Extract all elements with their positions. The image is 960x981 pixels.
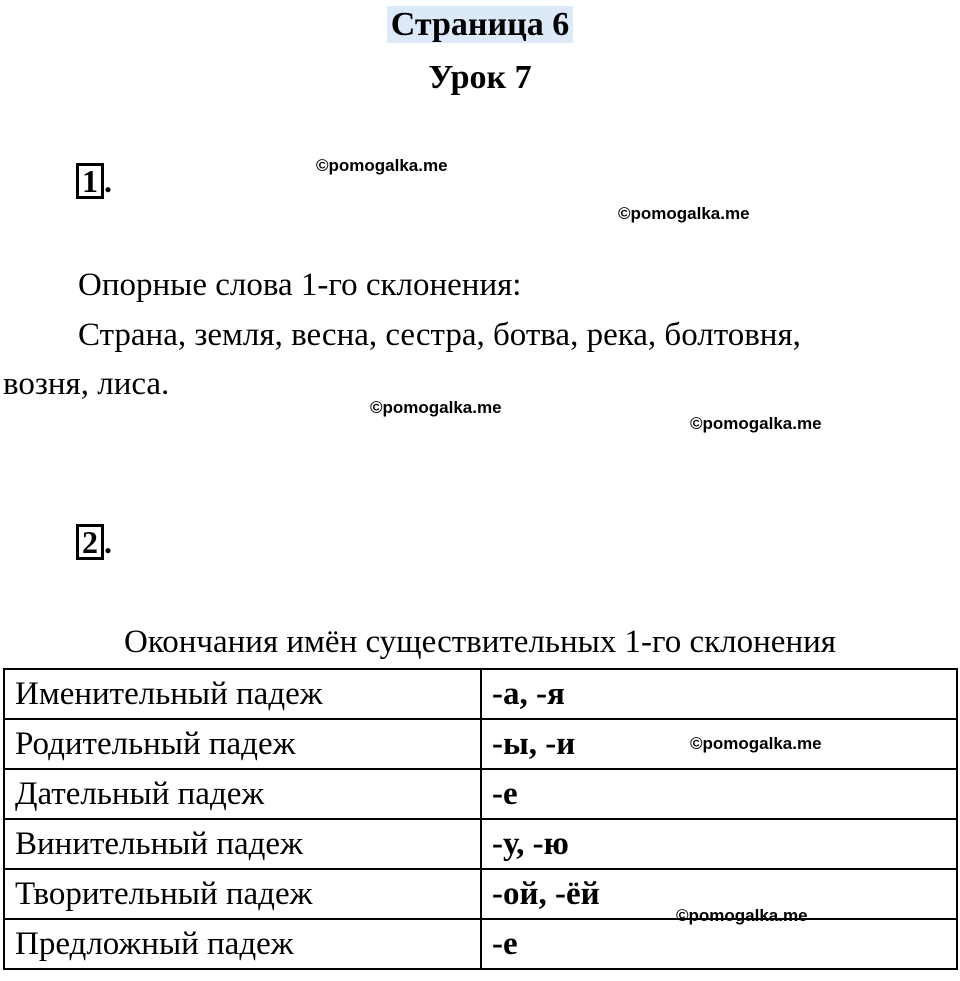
table-row — [4, 919, 957, 969]
case-cell: Творительный падеж — [4, 869, 481, 919]
task-1-number-box: 1 — [76, 163, 104, 199]
watermark: ©pomogalka.me — [316, 156, 448, 175]
table-row — [4, 869, 957, 919]
table-row — [4, 669, 957, 719]
page-title — [0, 0, 960, 50]
watermark: ©pomogalka.me — [370, 398, 502, 417]
ending-cell: -е — [481, 919, 957, 969]
task-2-number: 2 . — [76, 524, 112, 560]
case-cell: Именительный падеж — [4, 669, 481, 719]
lesson-title: Урок 7 — [428, 59, 532, 96]
case-cell: Дательный падеж — [4, 769, 481, 819]
watermark: ©pomogalka.me — [690, 414, 822, 433]
ending-cell: -ой, -ёй — [481, 869, 957, 919]
task-1-words-line-2: возня, лиса. — [3, 366, 170, 402]
endings-table — [3, 668, 958, 970]
task-2-number-box: 2 — [76, 524, 104, 560]
task-1-number: 1 . — [76, 163, 112, 199]
watermark: ©pomogalka.me — [676, 906, 808, 925]
task-1-words-line-1: Страна, земля, весна, сестра, ботва, река, болтовня, — [78, 317, 801, 353]
ending-cell: -е — [481, 769, 957, 819]
case-cell: Родительный падеж — [4, 719, 481, 769]
table-caption: Окончания имён существительных 1-го склонения — [124, 624, 836, 660]
task-1-intro: Опорные слова 1-го склонения: — [78, 267, 522, 303]
ending-cell: -а, -я — [481, 669, 957, 719]
watermark: ©pomogalka.me — [690, 734, 822, 753]
case-cell: Предложный падеж — [4, 919, 481, 969]
case-cell: Винительный падеж — [4, 819, 481, 869]
table-row — [4, 819, 957, 869]
watermark: ©pomogalka.me — [618, 204, 750, 223]
page-title-text: Страница 6 — [387, 6, 573, 43]
ending-cell: -у, -ю — [481, 819, 957, 869]
table-row — [4, 769, 957, 819]
ending-cell: -ы, -и — [481, 719, 957, 769]
